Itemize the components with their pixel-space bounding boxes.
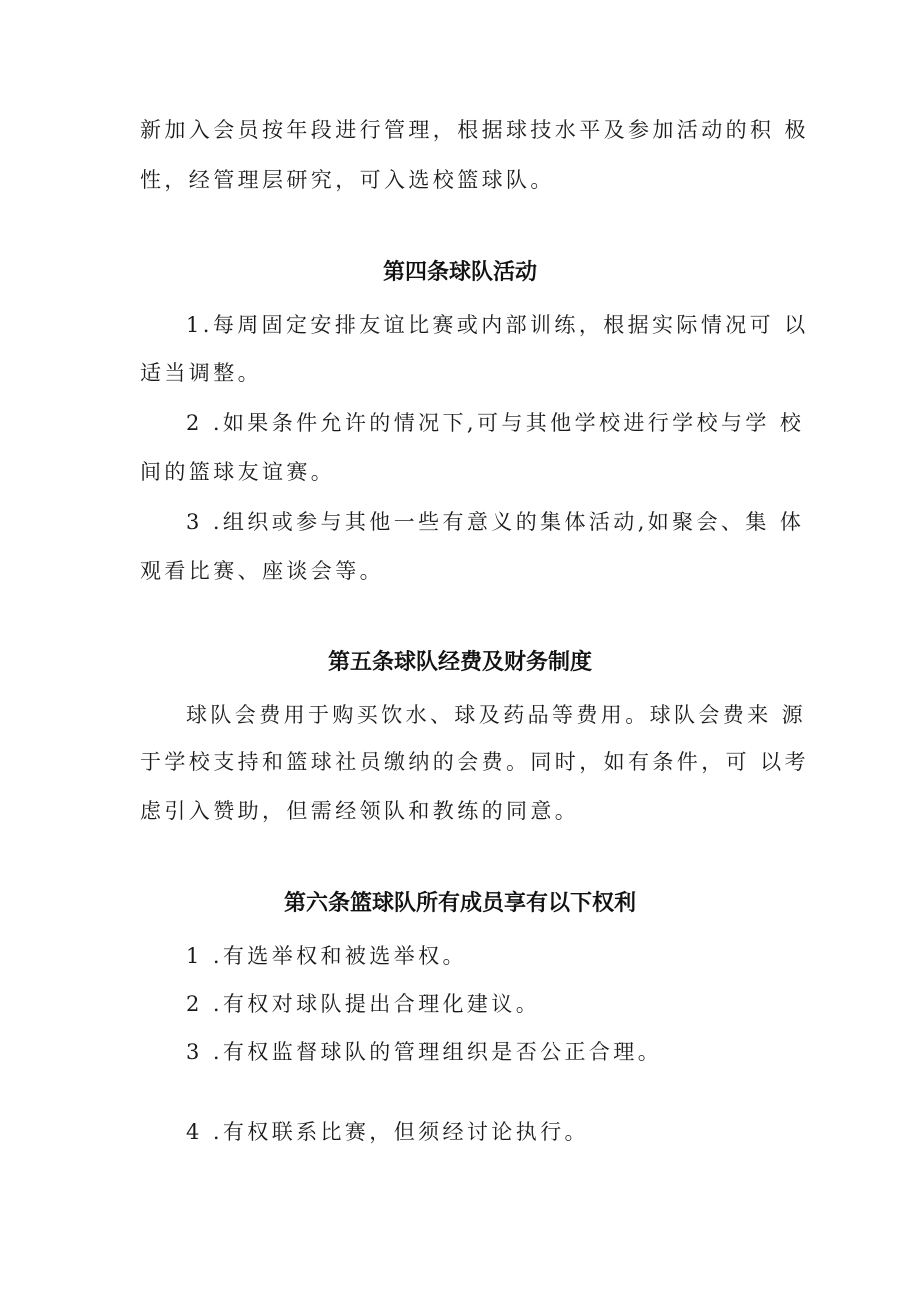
article6-line-3: 3 .有权监督球队的管理组织是否公正合理。 [186,1040,663,1064]
article6-heading: 第六条篮球队所有成员享有以下权利 [283,891,636,916]
article5-line-1: 球队会费用于购买饮水、球及药品等费用。球队会费来 源 [186,703,807,727]
article6-line-2: 2 .有权对球队提出合理化建议。 [186,992,541,1016]
article5-heading: 第五条球队经费及财务制度 [327,650,592,675]
article6-line-1: 1 .有选举权和被选举权。 [186,944,467,968]
article4-line-3: 2 .如果条件允许的情况下,可与其他学校进行学校与学 校 [186,411,805,435]
article6-line-4: 4 .有权联系比赛，但须经讨论执行。 [186,1120,589,1144]
article5-line-2: 于学校支持和篮球社员缴纳的会费。同时，如有条件，可 以考 [140,750,809,774]
article4-line-4: 间的篮球友谊赛。 [140,460,336,484]
article4-line-6: 观看比赛、座谈会等。 [140,559,384,583]
article4-heading: 第四条球队活动 [382,260,537,285]
article5-line-3: 虑引入赞助，但需经领队和教练的同意。 [140,799,580,823]
article4-line-2: 适当调整。 [140,361,262,385]
article4-line-5: 3 .组织或参与其他一些有意义的集体活动,如聚会、集 体 [186,510,805,534]
article4-line-1: 1.每周固定安排友谊比赛或内部训练，根据实际情况可 以 [186,313,809,337]
intro-line-1: 新加入会员按年段进行管理，根据球技水平及参加活动的积 极 [140,118,809,142]
intro-line-2: 性，经管理层研究，可入选校篮球队。 [140,168,555,192]
